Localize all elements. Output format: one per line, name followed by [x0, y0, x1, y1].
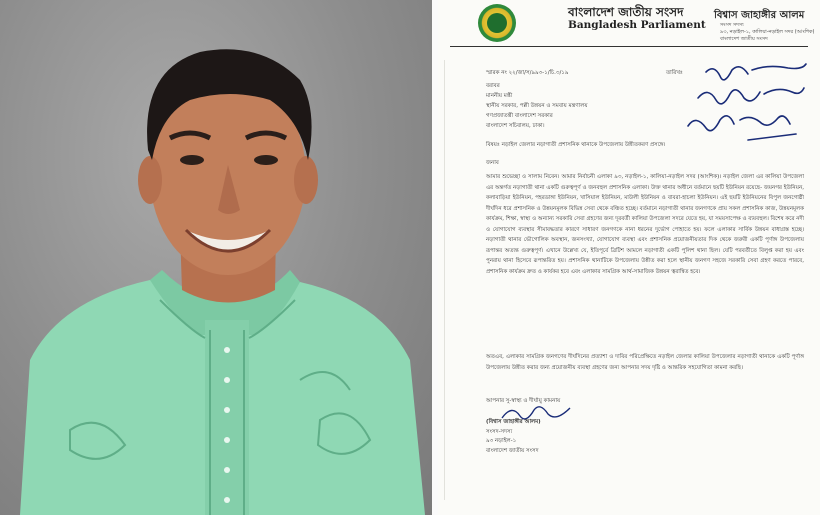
addressee-block: বরাবর মাননীয় মন্ত্রী স্থানীয় সরকার, পল্লী উন্নয়ন ও সমবায় মন্ত্রণালয় গণপ্রজাতন্ত্রী বাংলাদেশ সরকার বাংলাদেশ সচিবালয়, ঢাকা। [486, 83, 588, 129]
org-name-english: Bangladesh Parliament [568, 19, 706, 31]
memo-number: স্মারক নং ২২/জা/স/৯৯৩-১/চি.৩/১৯ [486, 70, 569, 76]
letterhead-rule [450, 46, 808, 47]
letter-body-paragraph-1: আমার শুভেচ্ছা ও সালাম নিবেন। আমার নির্বাচনী এলাকা ৯৩, নড়াইল-১, কালিয়া-নড়াইল সদর (আংশিক)। নড়াইল জেলা এর কালিয়া উপজেলা এর অন্তর্গত নড়াগাতী থানা একটি গুরুত্বপূর্ণ ও জনবহুল প্রশাসনিক এলাকা। উক্ত থানার অধীনে বর্তমানে ছয়টি ইউনিয়ন রয়েছে- জয়নগর ইউনিয়ন, কলাবাড়িয়া ইউনিয়ন, পহরডাঙ্গা ইউনিয়ন, খাসিয়াল ইউনিয়ন, মাউলী ইউনিয়ন ও বাবরা-হাচলা ইউনিয়ন। এই ছয়টি ইউনিয়নের বিপুল জনগোষ্ঠী দীর্ঘদিন ধরে প্রশাসনিক ও উন্নয়নমূলক বিভিন্ন সেবা থেকে বঞ্চিত হচ্ছে। বর্তমানে নড়াগাতী থানার জনগণকে প্রায় সকল প্রশাসনিক কাজ, উন্নয়নমূলক কার্যক্রম, শিক্ষা, স্বাস্থ্য ও অন্যান্য সরকারি সেবা গ্রহণের জন্য দূরবর্তী কালিয়া উপজেলা সদরে যেতে হয়, যা সময়সাপেক্ষ ও ব্যয়বহুল। বিশেষ করে নদী ও যোগাযোগ ব্যবস্থার সীমাবদ্ধতার কারণে সাধারণ জনগণকে নানা ধরনের দুর্ভোগ পোহাতে হয়। ফলে এলাকার সার্বিক উন্নয়ন বাধাগ্রস্ত হচ্ছে। নড়াগাতী থানার ভৌগোলিক অবস্থান, জনসংখ্যা, যোগাযোগ ব্যবস্থা এবং প্রশাসনিক প্রয়োজনীয়তার দিক থেকে জরুরী একটি পূর্ণাঙ্গ উপজেলায় রূপান্তর অত্যন্ত গুরুত্বপূর্ণ। এখানে উল্লেখ্য যে, ইতিপূর্বে ব্রিটিশ আমলে নড়াগাতী একটি পুলিশ থানা ছিল। যেটি পরবর্তীতে বিলুপ্ত করা হয় এবং পুনরায় থানা হিসেবে রূপান্তরিত হয়। প্রশাসনিক থানাটিকে উপজেলায় উন্নীত করা হলে স্থানীয় জনগণ সহজে সরকারি সেবা গ্রহণ করতে পারবে, প্রশাসনিক কার্যক্রম দ্রুত ও কার্যকর হবে এবং এলাকার সামগ্রিক আর্থ-সামাজিক উন্নয়ন ত্বরান্বিত হবে। [486, 174, 804, 275]
mp-meta: সংসদ সদস্য ৯৩, নড়াইল-১, কালিয়া-নড়াইল সদর (আংশিক) বাংলাদেশ জাতীয় সংসদ [720, 22, 815, 42]
date-label: তারিখঃ [666, 70, 683, 76]
mp-name-heading: বিশ্বাস জাহাঙ্গীর আলম [714, 10, 805, 21]
paper-fold-line [444, 60, 445, 500]
parliament-logo [478, 4, 516, 42]
org-name-bengali: বাংলাদেশ জাতীয় সংসদ [568, 5, 684, 19]
salutation: জনাব [486, 160, 499, 166]
letter-closing: আপনার সু-স্বাস্থ্য ও দীর্ঘায়ু কামনায় [486, 398, 561, 404]
handwritten-annotation [678, 60, 813, 150]
letter-body-paragraph-2: অতএব, এলাকার সামগ্রিক জনগণের দীর্ঘদিনের প্রত্যাশা ও দাবির পরিপ্রেক্ষিতে নড়াইল জেলার কালিয়া উপজেলার নড়াগাতী থানাকে একটি পূর্ণাঙ্গ উপজেলায় উন্নীত করার জন্য প্রয়োজনীয় ব্যবস্থা গ্রহণের জন্য আপনার সদয় দৃষ্টি ও আন্তরিক সহযোগিতা কামনা করছি। [486, 354, 804, 371]
official-letter [438, 0, 820, 515]
letter-subject: বিষয়ঃ নড়াইল জেলার নড়াগাতী প্রশাসনিক থানাকে উপজেলায় উন্নীতকরণ প্রসঙ্গে। [486, 142, 666, 148]
signatory-name: (বিশ্বাস জাহাঙ্গীর আলম) [486, 419, 541, 425]
signature-block: (বিশ্বাস জাহাঙ্গীর আলম) সংসদ-সদস্য ৯৩ নড়াইল-১ বাংলাদেশ জাতীয় সংসদ [486, 419, 541, 454]
